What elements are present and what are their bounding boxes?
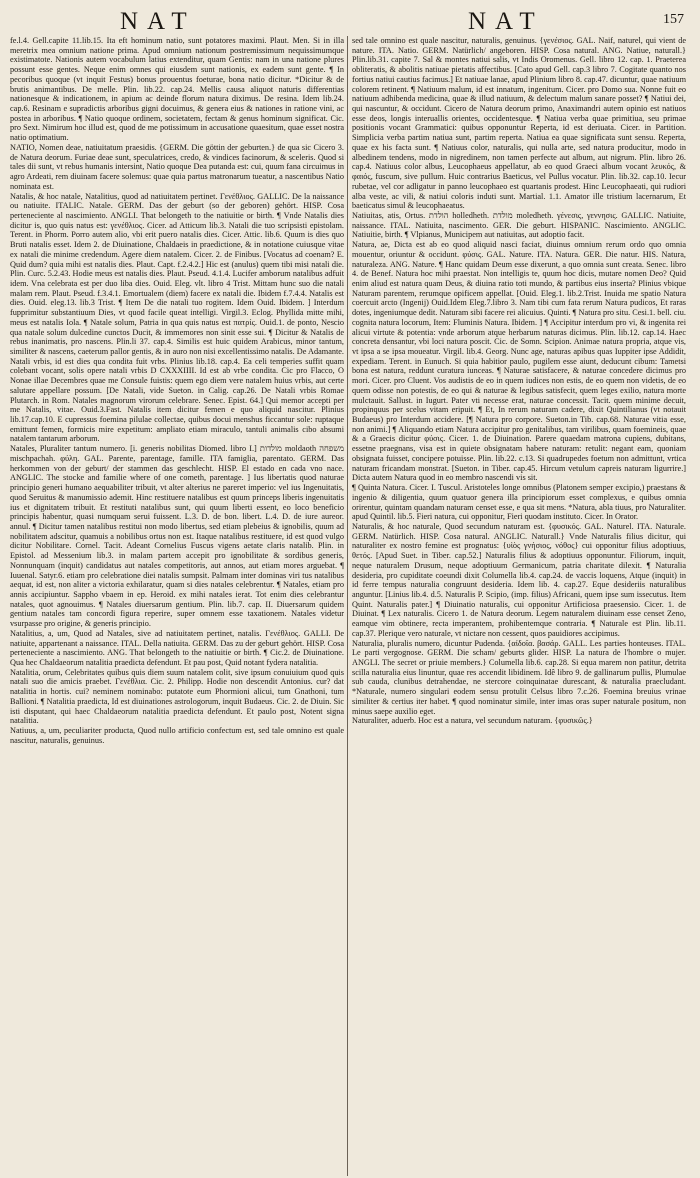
- running-head-right: NAT: [468, 8, 544, 35]
- page-number: 157: [663, 12, 684, 27]
- entry-natales: Natales, Pluraliter tantum numero. [i. generis nobilitas Diomed. libro I.] מולדות moldaoth משפחה mischpachah. φύλη. GAL. Parente, parentage, famille. ITA famiglia, parentato. GERM. Das herkommen von der geburt/ der stammen das geschlecht. HISP. El estado en cada vno nace. ANGLIC. The stocke and familie where of one cometh, parentage. ] Ius libertatis quod naturae principio generi humano aequabiliter tribuit, vt alter alterius ne pareret imperio: vel ius Ingenuitatis, quod Seruitus & manumissio ademit. Hinc restituere natalibus est quum princeps liberis ingenuitatis ius et dignitatem tribuit. Et restituti natalibus sunt, qui quum liberti essent, eo loco beneficio principis habentur, quasi numquam serui fuissent. L.3. D. de bon. libert. L.4. D. de iure aureor. annul. ¶ Dicitur tamen natalibus restitui non modo libertus, sed etiam plebeius & ignobilis, quum ad nobilitatem adscitur, quamuis a nobilibus ortus non est. Itaque natalibus restituere, id est quod vulgo dicitur Nobilitare. Cornel. Tacit. Adeant Cornelius Fuscus vigens aetate claris natalib. Plin. in Epistol. ad Messenium lib.3. in malam partem accepit pro ignobilitate & sordibus generis, Nonnunquam (inquit) candidatus aut natales competitoris, aut annos, aut etiam mores arguebat. ¶ Iuuenal. Satyr.6. etiam pro celebratione diei natalis sumpsit. Palmam inter dominas viri tus natalibus aequat, id est, non aliter a victoria exhilaratur, quam si dies natales celebrentur. ¶ Natales, etiam pro annis accipiuntur. Sappho vbaem in ep. Heroid. ex mihi natales ierat. Tot enim dies celebrantur natales, quot agnouimus. ¶ Natales diuersarum gentium. Plin. lib.7. cap. II. Diuersarum quidem gentium natales tam concordi figura reperire, super omnem esse taxationem. Natales videtur vsurpasse pro origine, & generis principio.: [10, 444, 344, 629]
- entry-natio: fe.l.4. Gell.capite 11.lib.15. Ita eft hominum natio, sunt potatores maximi. Plaut. Men. Si in illa meretrix mea omnium natione prima. Apud omnium nationum postremissimum nequissimumque existimatote. Nationis autem vocabulum latius extenditur, quam Gentis: nam in una natione plures possunt esse gentes. Neque enim omnes qui eiusdem sunt nationis, ex eadem sunt gente. ¶ In pecoribus quoque (vt inquit Festus) bonus prouentus foeturae, bona natio dicitur. *Dicitur & de brutis animantibus. De melle. Plin. lib.22. cap.24. Mellis causa aliquot naturis differentias nationesque & indicationem, in apium ac deinde florum natura diximus. De resina. Idem lib.24. cap.6. Resinam e supradictis arboribus gigni docuimus, & genera eius & nationes in ratione vini, ac postea in arboribus. ¶ Natio quoque ordinem, societatem, fectam & genus hominum significat. Cic. pro Sext. Nimirum hoc illud est, quod de me potissimum in accusatione quaesitum, quae esset nostra natio optimatium.: [10, 36, 344, 143]
- running-head-left: NAT: [120, 8, 196, 35]
- entry-quinta-natura: ¶ Quinta Natura. Cicer. I. Tuscul. Aristoteles longe omnibus (Platonem semper excipio,) praestans & ingenio & diligentia, quum quatuor genera illa principiorum esset complexus, e quibus omnia orirentur, quintam quandam naturam censet esse, e qua sit mens. *Natura, abla tiuus, pro Naturaliter. apud Quintil. lib.5. Fieri natura, cui opponitur, Fieri quodam instituto. Cicer. In Orator.: [352, 483, 686, 522]
- right-column: [352, 36, 686, 1176]
- entry-natiuitas: Natiuitas, atis, Ortus. הולדת holledheth. מולדת moledheth. γένεσις, γεννησις. GALLIC. Natiuite, naissance. ITAL. Natiuita, nascimento. GER. Die geburt. HISPANIC. Nascimiento. ANGLIC. Natiuitie, birth. ¶ Vlpianus, Municipem aut natiuitas, aut adoptio facit.: [352, 210, 686, 240]
- entry-naturaliter: Naturaliter, aduerb. Hoc est a natura, vel secundum naturam. {φυσικῶς.}: [352, 716, 593, 726]
- two-column-body: [10, 36, 688, 1176]
- entry-natalis: Natalis, & hoc natale, Natalitius, quod ad natiuitatem pertinet. Γενέθλιος. GALLIC. De la naissance ou natiuite. ITALIC. Natale. GERM. Das der geburt (so der geboren) gehört. HISP. Cosa perteneciente al nascimiento. ANGLI. That belongeth to the natiuitie or birth. ¶ Vnde Natalis dies dicitur is, quo quis natus est: γενέθλιος. Cicer. ad Atticum lib.3. Natali die tuo scripsisti epistolam. Terent. in Phorm. Porro autem alio, vbi erit puero natalis dies. Cicer. Attic. lib.6. Quum is dies quo Bruti natalis esset. Idem 2. de Diuinatione, Chaldaeis in praedictione, & in notatione cuiusque vitae ex natali die minime credendum. Agere diem natalem. Cicer. 2. de Finibus. [Vocatus ad coenam? E. Quid dum? quia mihi est natalis dies. Plaut. Capt. f.2.4.2.] Hic est (anulus) quem tibi misi natali die. Plin. Curc. 5.2.43. Hodie meus est natalis dies. Plaut. Pseud. 4.1.4. Lucifer amborum natalibus adfuit idem. Vna celebrata est per duo liba dies. Ouid. Eleg. vlt. libro 4 Trist. Mittam hunc suo die natali malam rem. Plaut. Pseud. f.3.4.1. Emortualem (diem) facere ex natali die. Ibidem f.7.4.4. Natalis est dies. Ouid. eleg.13. lib.3 Trist. ¶ Item De die natali tuo rogitem. Idem Ouid. Ibidem. ] Interdum fupprimitur substantiuum Dies, vt quod facile queat intelligi. Virgil.3. Eclog. Phyllida mitte mihi, meus est natalis Iola. ¶ Natale solum, Patria in qua quis natus est πατρίς. Ouid.1. de ponto, Nescio qua natale solum dulcedine cunctos Ducit, & immemores non sinit esse sui. ¶ Dicitur & Natalis de rebus inanimatis, pro nascens. Plin.li 37. cap.4. Similis est huic quidem Arabicus, minor tantum, similiter & nascens, caeterum pallor gentis, & in auro non nisi excellentissimo natalis. De Adamante. Natali vrbis, id est dies qua condita fuit vrbs. Plinius lib.18. cap.4. Ea celi temperies suffit quam colebant vocant, solis opere natali vrbis D CXXXIIII. Id est ab vrbe condita. Cic pro Flacco, O Nonae illae Decembres quae me Consule fuistis: quem ego diem vere natalem huius vrbis, aut certe salutare appellare possum. [De Natali, vide Sueton. in Calig. cap.26. De Natali vrbis Romae Plutarch. in Rom. Natales magnorum virorum celebrare. Senec. Epist. 64.] Qui memor accepti per me Natalis, vitae. Ouid.3.Fast. Natalis item dicitur femen e quo aliquid nascitur. Plinius lib.17.cap.10. E cupressus foemina pilulae collectae, quibus docui menshus ficcantur sole: ruptaque emittunt femen, formicis mire expetitum: ampliato etiam miraculo, tantuli animalis cibo absumi natalem tantarum arborum.: [10, 191, 344, 444]
- entry-naturalis: Naturalis, & hoc naturale, Quod secundum naturam est. {φυσικός. GAL. Naturel. ITA. Naturale. GERM. Natürlich. HISP. Cosa natural. ANGLIC. Naturall.} Vnde Naturalis filius dicitur, qui naturaliter ex nostro femine est prognatus: {υἱὸς γνήσιος, νόθος} cui opponitur filius adoptiuus, θετός. [Apud Suet. in Tiber. cap.52.] Naturalis filius & adoptiuus opponuntur. Filiorum, inquit, neque naturalem Drusum, neque adoptiuum Germanicum, patria charitate dilexit. ¶ Naturalia desideria, pro cupiditate coeundi dixit Columella lib.4. cap.24. de vaccis loquens, Atque (inquit) in id ferre tempus naturalia congruunt desideria. Idem lib. 4. cap.27. Eque desideriis naturalibus anguntur. [Linius lib.4. d.5. Naturalis P. Scipio, (imp. filius) Africani, quem ipse sum issecutus. Item Quint. Naturalis pater.] ¶ Diuinatio naturalis, cui opponitur Artificiosa praesensio. Cicer. 1. de Diuinat. ¶ Lex naturalis. Cicero 1. de Natura deorum. Legem naturalem diuinam esse censet Zeno, eamque vim obtinere, recta imperantem, prohibentemque contraria. ¶ Naturale est Plin. lib.11. cap.37. Plerique vero naturale, vt nictare non cessent, quos pauidiores accipimus.: [352, 521, 686, 638]
- entry-natalitia: Natalitia, orum, Celebritates quibus quis diem suum natalem colit, sive ipsum conuiuium quod quis natali suo die amicis praebet. Γενέθλια. Cic. 2. Philipp. Hodie non descendit Antonius. cur? dat natalitia in hortis. cui? neminem nominabo: putatote eum Phormioni alicui, tum Gnathoni, tum Ballioni. ¶ Natalitia praedicta, Id est diuinationes astrologorum, inquit Budaeus. Cic. 2. de Diuin. Sic isti disputant, qui haec Chaldaeorum natalitia praedicta defendunt. Et paulo post, Notent signa natalitia.: [10, 667, 344, 726]
- left-column: [10, 36, 344, 1176]
- entry-natio-goddess: NATIO, Nomen deae, natiuitatum praesidis. {GERM. Die göttin der geburten.} de qua sic Cicero 3. de Natura deorum. Furiae deae sunt, speculatrices, credo, & vindices facinorum, & sceleris. Quod si tales dii sunt, vt rebus humanis intersint, Natio quoque Dea putanda est: cui, quum fana circuimus in agro Ardeati, rem diuinam facere solemus: quae quia partus matronarum tueatur, a nascentibus Natio nominata est.: [10, 142, 344, 191]
- entry-natura: Natura, ae, Dicta est ab eo quod aliquid nasci faciat, diuinus omnium rerum ordo quo omnia mouentur, oriuntur & occidunt. φύσις. GAL. Nature. ITA. Natura. GER. Die natur. HIS. Natura, naturaleza. ANG. Nature. ¶ Hanc quidam Deum esse dixerunt, a quo omnia sunt creata. Senec. libro 4. de Benef. Natura hoc mihi praestat. Non intelligis te, quum hoc dicis, mutare nomen Deo? Quid enim aliud est natura quam Deus, & diuina ratio toti mundo, & partibus eius inserta? Plinius vbique Naturam parentem, rerumque opificem appellat. [Ouid. Eleg.1. lib.2.Trist. Inuida me spatio Natura coercuit arcto (Ingenij) Ouid.Idem Eleg.7.libro 3. Nam tibi cum fata rerum Natura pudicos, Et raras dotes, ingeniumque dedit. Naturam sibi facere rei alicuius. Quinti. ¶ Natura pro situ. Cesi.1. bell. ciu. cognita natura locorum, Item: Fluminis Natura. Ibidem. ] ¶ Accipitur interdum pro vi, & ingenita rei alicui virtute & potentia: vnde arborum atque herbarum naturas dicimus. Plin. lib.12. cap.14. Haec concreta densantur, vbi loci natura poscit. Cic. de Somn. Scipion. Animae natura propria, atque vis, vt ipsa a se ipsa moueatur. Virgil. lib.4. Georg. Nunc age, naturas apibus quas Iuppiter ipse Addidit, expediam. Terent. in Eunuch. Si quia habitior paulo, pugilem esse aiunt, deducunt cibum: Tametsi bona est natura, reddunt curatura iunceas. ¶ Naturae satisfacere, & naturae concedere dicimus pro mori. Cicer. pro Cluent. Vos audistis de eo in quem iudices non estis, de eo quem non videtis, de eo quem odisse non potestis, de eo qui & naturae & legibus satisfecit, quem leges exilio, natura morte mulctauit. Sallust. in Iugurt. Pater vti necesse erat, naturae concessit. Tacit. quem minime decuit, propinquus per scelus vitam eripuit. ¶ Et, In rerum naturam cadere, dixit Quintilianus (vt notauit Budaeus) pro Interdum accidere. [¶ Natura pro corpore. Sueton.in Tib. cap.68. Naturae vitia esse, non animi.] ¶ Aliquando etiam Natura accipitur pro genitalibus, tam virilibus, quam foemineis, quae & a Graecis dicitur φύσις. Cicer. 1. de Diuination. Parere quaedam matrona cupiens, dubitans, essetne praegnans, visa est in quiete obsignatam habere naturam: retulit: negant eam, quoniam obsignata fuisset, concipere potuisse. Plin. lib.22. c.13. Si quadrupedes foetum non admittunt, vrtica naturam fricandam monstrat. [Sueton. in Tiber. cap.45. Hircum vetulum capreis naturam ligurrire.] Dicta autem Natura quod in eo membro nascendi vis sit.: [352, 240, 686, 483]
- entry-natiuus-continued: sed tale omnino est quale nascitur, naturalis, genuinus. {γενέσιος. GAL. Naif, naturel, qui vient de nature. ITA. Natio. GERM. Natürlich/ angeboren. HISP. Cosa natural. ANG. Natiue, naturall.} Plin.lib.31. capite 7. Sal & montes natiui salis, vt Indis Oromenus. Gell. libro 12. cap. 1. Praeterea obliteratis, & abolitis natiuae pietatis affectibus. [Cato apud Gell. cap.3 libro 7. Cogitate quanto nos fortius natiui cautius facimus.] Et natiuae lanae, apud Plinium libro 8. cap.47. dicuntur, quae natiuum colorem retinent. ¶ Natiuum malum, id est innatum, ingenitum. Cicer. pro Domo sua. Nonne fuit eo natiuum adhibenda medicina, quae & illud natiuum, & delectum malum sanare posset? ¶ Natiui dei, qui nascuntur, & occidunt. Cicero de Natura deorum primo, Anaximandri autem opinio est natiuos esse deos, longis interuallis orientes, occidentesque. ¶ Natiua verba quae primitiua, seu primae positionis vocant Grammatici: quibus opponuntur Reperta, id est deriuata. Cicer. in Partition. Simplicia verba partim natiua sunt, partim reperta. Natiua ea quae significata sunt sensu. Reperta, quae ex his facta sunt. ¶ Natiuus color, naturalis, qui nulla arte, sed natura producitur, modo in albedinem tendens, modo in nigredinem, non tamen perfecte aut album, aut nigrum. Plin. libro 26. cap.4. Natiuus color albus, Leucophaeus appellatur, ab eo quod Graeci album vocant λευκός, & φαιός, fuscum, sive pullum. Huic contrarius Baeticus, vel Pullus vocatur. Plin. lib.32. cap.10. Iecur rubetae, vel cor adligatur in panno leucophaeo est quartanis prodest. Hinc Leucophaeati, qui rudiori alba veste, ac vili, & natiui coloris induti sunt. Martial. 1.1. Amator ille tristium lacernarum, Et baeticatus simul & leucophaeatus.: [352, 36, 686, 211]
- column-divider: [347, 36, 348, 1176]
- entry-natiuus: Natiuus, a, um, peculiariter producta, Quod nullo artificio confectum est, sed tale omnino est quale nascitur, naturalis, genuinus.: [10, 726, 344, 745]
- entry-naturalia: Naturalia, pluralis numero, dicuntur Pudenda. {αἰδοῖα. βασάρ. GALL. Les parties honteuses. ITAL. Le parti vergognose. GERM. Die scham/ geburts glider. HISP. La natura de l'hombre o mujer. ANGLI. The secret or priuie members.} Columella lib.6. cap.28. Si equa marem non patitur, detrita scilla naturalia eius linuntur, quae res accendit libidinem. Idê libro 9. de gallinarum pullis, Plumulae sub cauda, clunibus detrahendae, ne stercore coinquinatae durescant, & naturalia praecludant. *Naturale, numero singulari eodem sensu protulit Celsus libro 7.c.26. Foemina breuius vrinae similiter & certius iter habet. ¶ quod nominatur simile, inter imas oras super naturale positum, non minus saepe auxilio eget.: [352, 638, 686, 716]
- entry-natalitius: Natalitius, a, um, Quod ad Natales, sive ad natiuitatem pertinet, natalis. Γενέθλιος. GALLI. De natiuite, appartenant a naissance. ITAL. Della natiuita. GERM. Das zu der geburt gehört. HISP. Cosa perteneciente a nascimiento. ANG. That belongeth to the natiuitie or birth. ¶ Cic.2. de Diuinatione. Qua hec Chaldaeorum natalitia praedicta defendunt. Et pau post, Quid notant fydera natalitia.: [10, 628, 344, 667]
- running-header: [10, 8, 688, 34]
